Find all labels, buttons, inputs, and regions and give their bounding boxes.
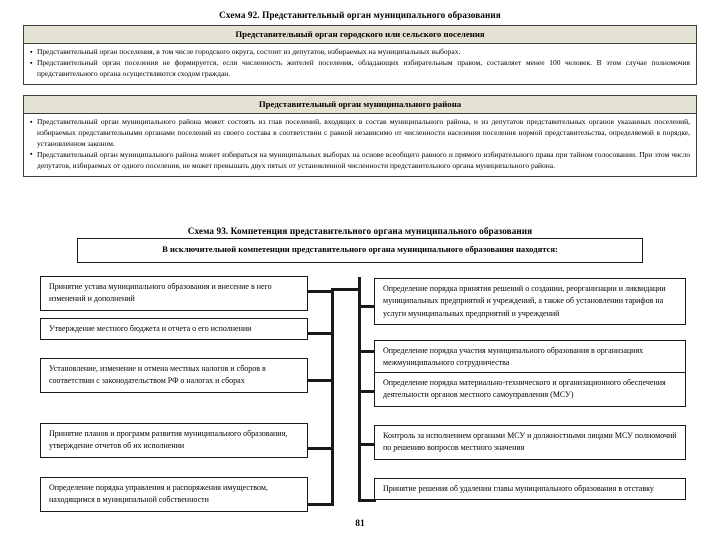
- connector-bus-top: [331, 288, 361, 291]
- panel-settlement-bullet-1: ▪ Представительный орган поселения, в том числе городского округа, состоит из депутатов, избираемых на муниципальных выборах.: [30, 47, 690, 58]
- panel-district-body: [23, 95, 697, 177]
- panel-district-bullet-1: ▪ Представительный орган муниципального района может состоять из глав поселений, входящих в состав муниципального района, и из депутатов представительных органов указанных поселений, избираемых представительными органами поселений из своего состава в соответствии с равной независимо от численности населения поселения нормой представительства, определяемой в порядке, установленном законом.: [30, 117, 690, 149]
- competence-left-node-1: Принятие устава муниципального образования и внесение в него изменений и дополнений: [40, 276, 308, 311]
- panel-settlement-body: [23, 25, 697, 85]
- connector-stem-left: [331, 288, 334, 505]
- connector-left-2: [308, 332, 334, 335]
- competence-right-node-3: Определение порядка материально-технического и организационного обеспечения деятельности органов местного самоуправления (МСУ): [374, 372, 686, 407]
- connector-left-1: [308, 290, 334, 293]
- competence-left-node-5: Определение порядка управления и распоряжения имуществом, находящимся в муниципальной собственности: [40, 477, 308, 512]
- panel-district-content: [24, 114, 696, 176]
- scheme-93-title: Схема 93. Компетенция представительного органа муниципального образования: [187, 226, 533, 236]
- page-number: 81: [355, 519, 365, 529]
- competence-left-node-3: Установление, изменение и отмена местных налогов и сборов в соответствии с законодательством РФ о налогах и сборах: [40, 358, 308, 393]
- competence-left-node-2: Утверждение местного бюджета и отчета о его исполнении: [40, 318, 308, 340]
- panel-settlement-content: [24, 44, 696, 84]
- competence-right-node-2: Определение порядка участия муниципального образования в организациях межмуниципального сотрудничества: [374, 340, 686, 375]
- connector-left-4: [308, 447, 334, 450]
- panel-settlement-heading: Представительный орган городского или сельского поселения: [24, 26, 696, 44]
- panel-district-bullet-2: ▪ Представительный орган муниципального района может избираться на муниципальных выборах на основе всеобщего равного и прямого избирательного права при тайном голосовании. При этом число депутатов, избираемых от одного поселения, не может превышать двух пятых от установленной численности представительного органа муниципального района.: [30, 150, 690, 172]
- panel-district-heading: Представительный орган муниципального района: [24, 96, 696, 114]
- connector-stem-right: [358, 288, 361, 501]
- competence-right-node-4: Контроль за исполнением органами МСУ и должностными лицами МСУ полномочий по решению вопросов местного значения: [374, 425, 686, 460]
- panel-settlement-bullet-2: ▪ Представительный орган поселения не формируется, если численность жителей поселения, обладающих избирательным правом, составляет менее 100 человек. В этом случае полномочия представительного органа осуществляются сходом граждан.: [30, 58, 690, 80]
- competence-right-node-1: Определение порядка принятия решений о создании, реорганизации и ликвидации муниципальных предприятий и учреждений, а также об установлении тарифов на услуги муниципальных предприятий и учреждений: [374, 278, 686, 325]
- competence-right-node-5: Принятие решения об удалении главы муниципального образования в отставку: [374, 478, 686, 500]
- connector-left-3: [308, 379, 334, 382]
- scheme-93-root-box: В исключительной компетенции представительного органа муниципального образования находятся:: [77, 238, 643, 263]
- scheme-92-title: Схема 92. Представительный орган муниципального образования: [219, 10, 501, 20]
- connector-left-5: [308, 503, 334, 506]
- competence-left-node-4: Принятие планов и программ развития муниципального образования, утверждение отчетов об их исполнении: [40, 423, 308, 458]
